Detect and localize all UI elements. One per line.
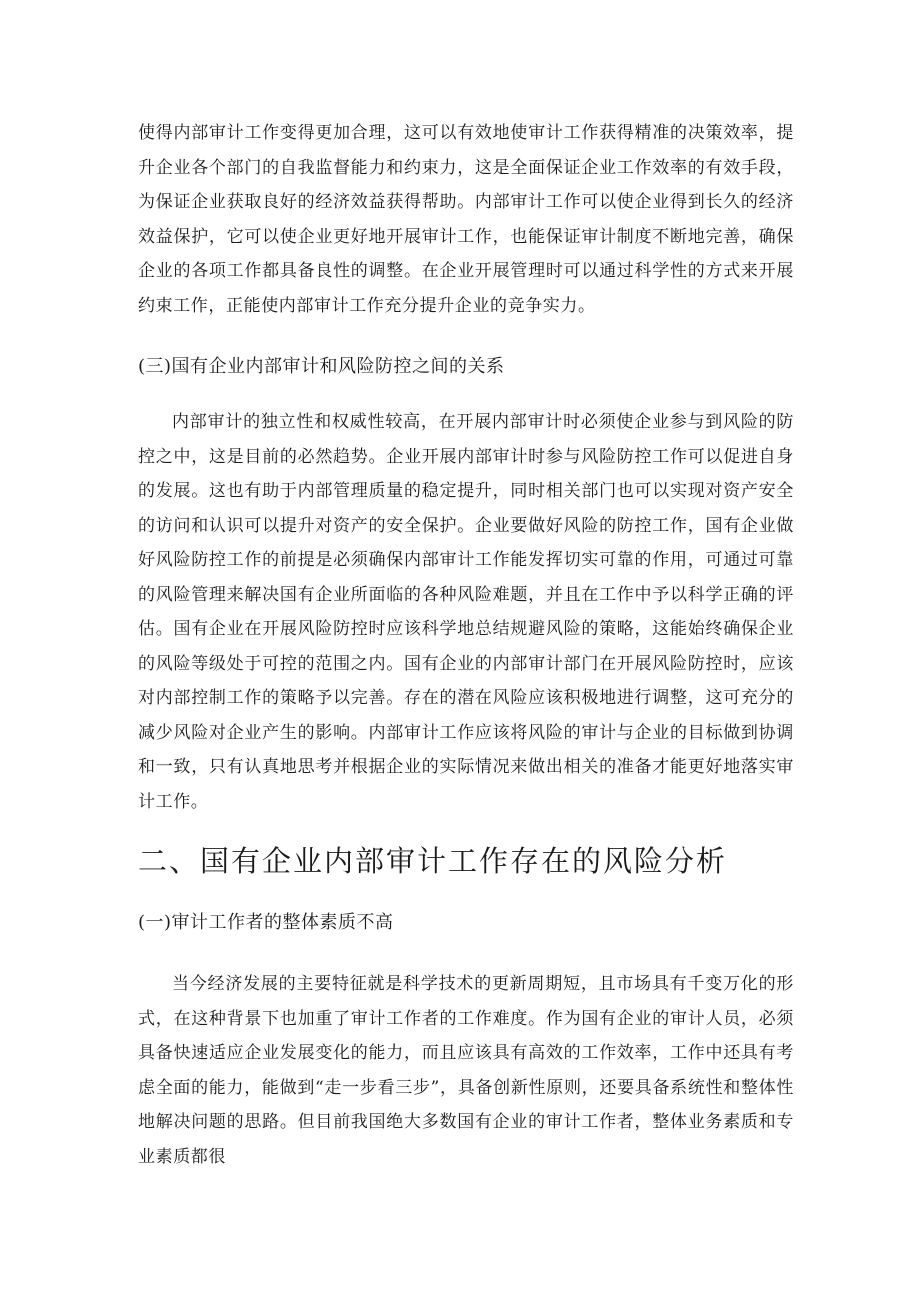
section-heading: 二、国有企业内部审计工作存在的风险分析 [138, 844, 728, 878]
document-page [138, 116, 794, 1174]
body-paragraph: 使得内部审计工作变得更加合理，这可以有效地使审计工作获得精准的决策效率，提升企业各个部门的自我监督能力和约束力，这是全面保证企业工作效率的有效手段，为保证企业获取良好的经济效益获得帮助。内部审计工作可以使企业得到长久的经济效益保护，它可以使企业更好地开展审计工作，也能保证审计制度不断地完善，确保企业的各项工作都具备良性的调整。在企业开展管理时可以通过科学性的方式来开展约束工作，正能使内部审计工作充分提升企业的竞争实力。 [138, 123, 794, 316]
subsection-heading: (三)国有企业内部审计和风险防控之间的关系 [138, 356, 505, 377]
body-paragraph: 内部审计的独立性和权威性较高，在开展内部审计时必须使企业参与到风险的防控之中，这是目前的必然趋势。企业开展内部审计时参与风险防控工作可以促进自身的发展。这也有助于内部管理质量的稳定提升，同时相关部门也可以实现对资产安全的访问和认识可以提升对资产的安全保护。企业要做好风险的防控工作，国有企业做好风险防控工作的前提是必须确保内部审计工作能发挥切实可靠的作用，可通过可靠的风险管理来解决国有企业所面临的各种风险难题，并且在工作中予以科学正确的评估。国有企业在开展风险防控时应该科学地总结规避风险的策略，这能始终确保企业的风险等级处于可控的范围之内。国有企业的内部审计部门在开展风险防控时，应该对内部控制工作的策略予以完善。存在的潜在风险应该积极地进行调整，这可充分的减少风险对企业产生的影响。内部审计工作应该将风险的审计与企业的目标做到协调和一致，只有认真地思考并根据企业的实际情况来做出相关的准备才能更好地落实审计工作。 [138, 412, 794, 812]
body-paragraph: 当今经济发展的主要特征就是科学技术的更新周期短，且市场具有千变万化的形式，在这种背景下也加重了审计工作者的工作难度。作为国有企业的审计人员，必须具备快速适应企业发展变化的能力，而且应该具有高效的工作效率，工作中还具有考虑全面的能力，能做到“走一步看三步”，具备创新性原则，还要具备系统性和整体性地解决问题的思路。但目前我国绝大多数国有企业的审计工作者，整体业务素质和专业素质都很 [138, 974, 794, 1167]
subsection-heading: (一)审计工作者的整体素质不高 [138, 912, 394, 933]
